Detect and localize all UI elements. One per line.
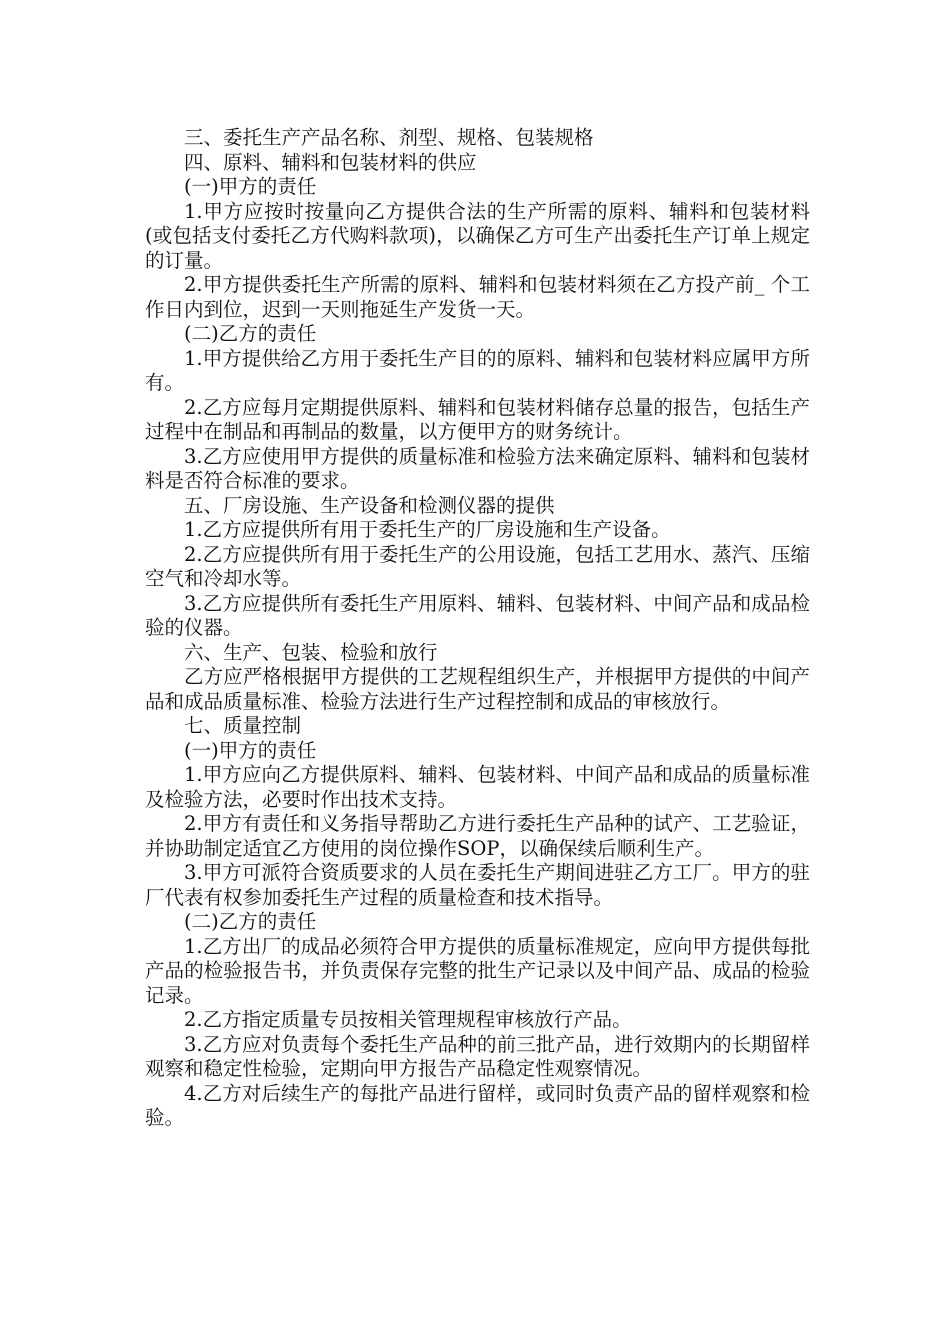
subheading-party-b: (二)乙方的责任 (184, 910, 317, 933)
document-body (145, 126, 810, 1131)
subheading-party-a: (一)甲方的责任 (184, 738, 317, 762)
section-heading-3: 三、委托生产产品名称、剂型、规格、包装规格 (184, 126, 594, 149)
section-heading-4: 四、原料、辅料和包装材料的供应 (184, 150, 477, 174)
subheading-party-a: (一)甲方的责任 (184, 175, 317, 198)
section-heading-6: 六、生产、包装、检验和放行 (184, 640, 438, 664)
paragraph: 2.乙方指定质量专员按相关管理规程审核放行产品。 (184, 1008, 632, 1031)
paragraph: 3.乙方应对负责每个委托生产品种的前三批产品，进行效期内的长期留样观察和稳定性检验，定期向甲方报告产品稳定性观察情况。 (145, 1032, 810, 1080)
paragraph: 1.甲方应向乙方提供原料、辅料、包装材料、中间产品和成品的质量标准及检验方法，必要时作出技术支持。 (145, 763, 810, 811)
paragraph: 3.甲方可派符合资质要求的人员在委托生产期间进驻乙方工厂。甲方的驻厂代表有权参加委托生产过程的质量检查和技术指导。 (145, 861, 810, 909)
paragraph: 3.乙方应使用甲方提供的质量标准和检验方法来确定原料、辅料和包装材料是否符合标准的要求。 (145, 444, 810, 492)
paragraph: 3.乙方应提供所有委托生产用原料、辅料、包装材料、中间产品和成品检验的仪器。 (145, 591, 810, 639)
paragraph: 2.甲方提供委托生产所需的原料、辅料和包装材料须在乙方投产前_ 个工作日内到位，迟到一天则拖延生产发货一天。 (145, 273, 810, 321)
paragraph: 乙方应严格根据甲方提供的工艺规程组织生产，并根据甲方提供的中间产品和成品质量标准、检验方法进行生产过程控制和成品的审核放行。 (145, 665, 810, 713)
paragraph: 2.乙方应提供所有用于委托生产的公用设施，包括工艺用水、蒸汽、压缩空气和冷却水等。 (145, 542, 810, 590)
paragraph: 2.甲方有责任和义务指导帮助乙方进行委托生产品种的试产、工艺验证，并协助制定适宜乙方使用的岗位操作SOP，以确保续后顺利生产。 (145, 812, 810, 860)
paragraph: 1.乙方应提供所有用于委托生产的厂房设施和生产设备。 (184, 518, 671, 541)
subheading-party-b: (二)乙方的责任 (184, 322, 317, 345)
section-heading-5: 五、厂房设施、生产设备和检测仪器的提供 (184, 493, 555, 517)
paragraph: 1.甲方应按时按量向乙方提供合法的生产所需的原料、辅料和包装材料(或包括支付委托乙方代购料款项)，以确保乙方可生产出委托生产订单上规定的订量。 (145, 199, 810, 272)
section-heading-7: 七、质量控制 (184, 714, 302, 737)
paragraph: 2.乙方应每月定期提供原料、辅料和包装材料储存总量的报告，包括生产过程中在制品和再制品的数量，以方便甲方的财务统计。 (145, 395, 810, 443)
paragraph: 1.甲方提供给乙方用于委托生产目的的原料、辅料和包装材料应属甲方所有。 (145, 346, 810, 394)
paragraph: 1.乙方出厂的成品必须符合甲方提供的质量标准规定，应向甲方提供每批产品的检验报告书，并负责保存完整的批生产记录以及中间产品、成品的检验记录。 (145, 934, 810, 1007)
paragraph: 4.乙方对后续生产的每批产品进行留样，或同时负责产品的留样观察和检验。 (145, 1081, 810, 1129)
